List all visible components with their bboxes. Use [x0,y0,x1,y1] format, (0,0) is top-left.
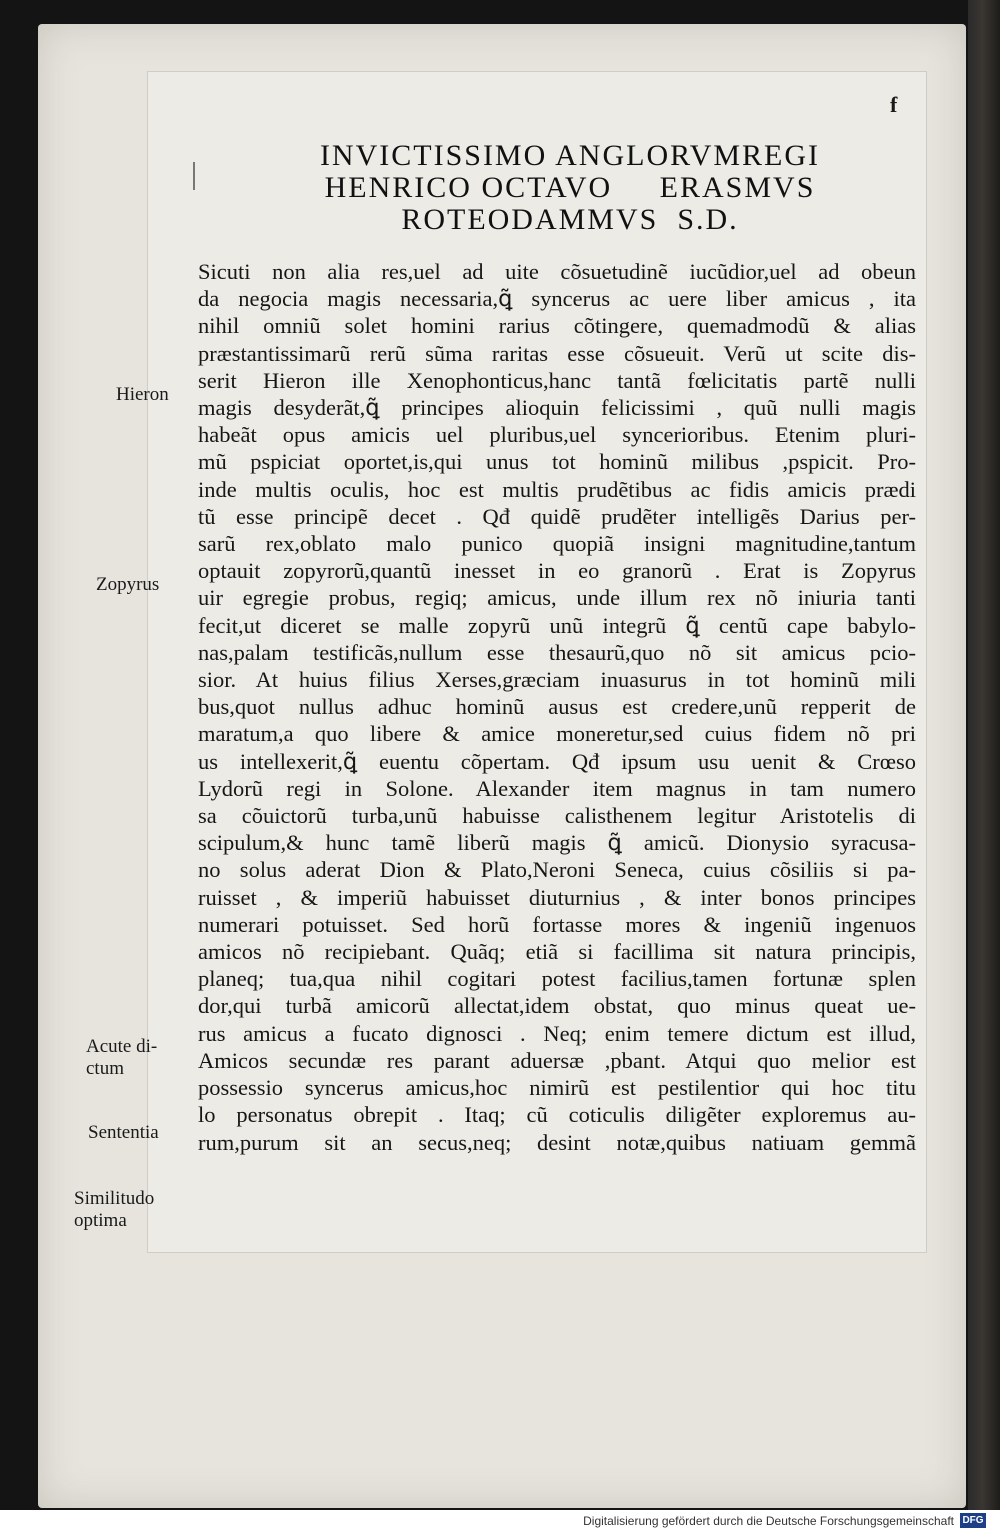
text-line: Sicuti non alia res,uel ad uite cõsuetudinẽ iucũdior,uel ad obeun [198,259,916,284]
text-line: Lydorũ regi in Solone. Alexander item magnus in tam numero [198,775,916,801]
text-line: fecit,ut diceret se malle zopyrũ unũ integrũ ꝗ̃ centũ cape babylo- [198,612,916,638]
marginal-note-acute-1: Acute di- [86,1036,158,1057]
text-line: Amicos secundæ res parant aduersæ ,pbant. Atqui quo melior est [198,1047,916,1073]
text-line: amicos nõ recipiebant. Quãq; etiã si facillima sit natura principis, [198,939,916,965]
text-line: bus,quot nullus adhuc hominũ ausus est credere,unũ repperit de [198,694,916,720]
text-line: nas,palam testificãs,nullum esse thesaurũ,quo nõ sit amicus pcio- [198,639,916,665]
marginal-note-similitudo: Similitudo [74,1188,155,1209]
text-line: mũ pspiciat oportet,is,qui unus tot hominũ milibus ,pspicit. Pro- [198,449,916,475]
title-line: ROTEODAMMVS S.D. [401,203,739,236]
marginal-note-acute-2: ctum [86,1058,124,1079]
marginal-note-zopyrus: Zopyrus [96,574,160,595]
marginal-note-sententia: Sententia [88,1122,159,1143]
text-line: magis desyderãt,ꝗ̃ principes alioquin felicissimi , quũ nulli magis [198,395,916,421]
title-line: HENRICO OCTAVO ERASMVS [324,171,816,204]
title-line: INVICTISSIMO ANGLORVMREGI [319,139,821,172]
dedication-title [190,140,950,236]
text-line: sa cõuictorũ turba,unũ habuisse calisthenem legitur Aristotelis di [198,803,916,829]
text-line: scipulum,& hunc tamẽ liberũ magis ꝗ̃ amicũ. Dionysio syracusa- [198,830,916,856]
text-line: præstantissimarũ rerũ sũma raritas esse cõsueuit. Verũ ut scite dis- [198,340,916,366]
text-line: dor,qui turbã amicorũ allectat,idem obstat, quo minus queat ue- [198,993,916,1019]
dfg-logo-icon: DFG [960,1513,986,1528]
text-line: habeãt opus amicis uel pluribus,uel syncerioribus. Etenim pluri- [198,422,916,448]
text-line: ruisset , & imperiũ habuisset diuturnius , & inter bonos principes [198,884,916,910]
text-line: rum,purum sit an secus,neq; desint notæ,quibus natiuam gemmã [198,1129,916,1155]
text-line: optauit zopyrorũ,quantũ inesset in eo granorũ . Erat is Zopyrus [198,558,916,584]
folio-mark: f [890,92,898,117]
body-text [198,258,916,1156]
text-line: rus amicus a fucato dignosci . Neq; enim temere dictum est illud, [198,1020,916,1046]
text-line: no solus aderat Dion & Plato,Neroni Seneca, cuius cõsiliis si pa- [198,857,916,883]
text-line: us intellexerit,ꝗ̃ euentu cõpertam. Qđ ipsum usu uenit & Crœso [198,748,916,774]
funding-credit: Digitalisierung gefördert durch die Deutsche Forschungsgemeinschaft [583,1514,954,1528]
marginal-note-optima: optima [74,1210,127,1231]
text-line: lo personatus obrepit . Itaq; cũ coticulis diligẽter exploremus au- [198,1102,916,1128]
text-line: uir egregie probus, regiq; amicus, unde illum rex nõ iniuria tanti [198,585,916,611]
text-line: nihil omniũ solet homini rarius cõtingere, quemadmodũ & alias [198,313,916,339]
text-line: da negocia magis necessaria,ꝗ̃ syncerus ac uere liber amicus , ita [198,286,916,312]
text-line: sarũ rex,oblato malo punico quopiã insigni magnitudine,tantum [198,531,916,557]
text-line: planeq; tua,qua nihil cogitari potest facilius,tamen fortunæ splen [198,966,916,992]
text-line: maratum,a quo libere & amice moneretur,sed cuius fidem nõ pri [198,721,916,747]
text-line: sior. At huius filius Xerses,græciam inuasurus in tot hominũ mili [198,667,916,693]
book-binding [968,0,1000,1510]
text-line: tũ esse principẽ decet . Qđ quidẽ prudẽter intelligẽs Darius per- [198,503,916,529]
marginal-note-hieron: Hieron [116,384,169,405]
text-line: serit Hieron ille Xenophonticus,hanc tantã fœlicitatis partẽ nulli [198,367,916,393]
text-line: possessio syncerus amicus,hoc nimirũ est pestilentior qui hoc titu [198,1075,916,1101]
text-line: inde multis oculis, hoc est multis prudẽtibus ac fidis amicis prædi [198,476,916,502]
text-line: numerari potuisset. Sed horũ fortasse mores & ingeniũ ingenuos [198,911,916,937]
